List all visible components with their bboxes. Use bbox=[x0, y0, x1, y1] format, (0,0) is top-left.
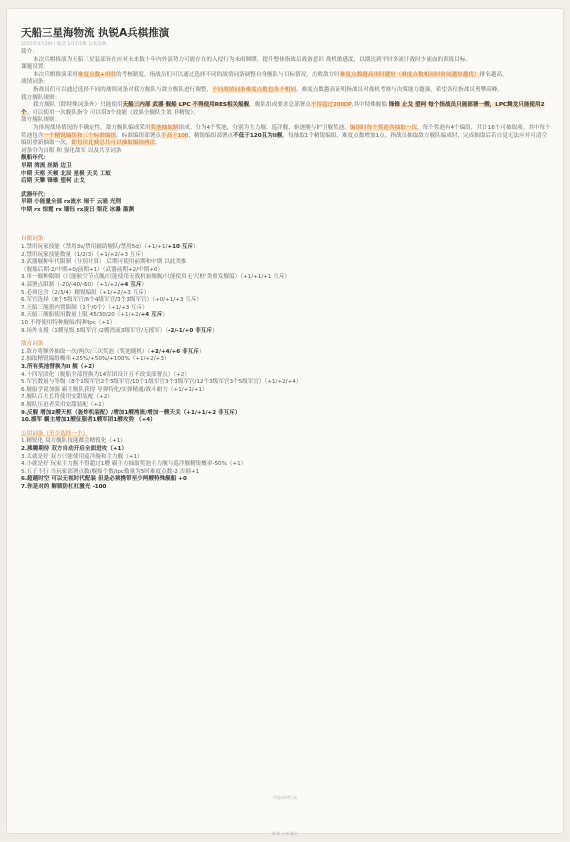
ship-era-label: 舰船年代： bbox=[21, 155, 49, 162]
weapon-era-mid: 中期 rx 惊霆 rx 镭钰 rx凌日 梨花 冰瀑 墨渊 bbox=[21, 206, 134, 213]
note-sheet bbox=[6, 8, 564, 834]
item-end: ） bbox=[193, 244, 199, 251]
item-text: 3.武器舰种年代限制（分别计算） 后期可使用前期和中期 以此类推 bbox=[21, 259, 187, 266]
shared-words-item: 4.小就是好 玩家主力舰不得超过1艘 霸主方抽取奖池主力舰与巡洋舰精锐概率-50%（+1） bbox=[21, 461, 247, 468]
enemy-words-item bbox=[21, 356, 551, 364]
self-limit-item bbox=[21, 320, 551, 328]
item-bold: +4 互斥 bbox=[140, 312, 163, 319]
item-end: ） bbox=[162, 312, 168, 319]
item-text: 9.场外支援（1艘星级 5级军官 /2艘湾流3级军官/无援军）（ bbox=[21, 327, 169, 334]
enemy-words-item bbox=[21, 364, 551, 372]
fleet-text: 我方舰队（除特殊词条外）只能使用天船三内部 武器 舰船 LPC 不得使用RES相关船舰。舰队组成要求总部署点不得超过200DP,其中特殊舰船 锋锥 止戈 望柯 每个指战员只能部署一艘，LPC舞龙只能使用2个。可以使用一次舰队指令 可以带3个技能（效果全舰队生效 非精锐）。 bbox=[21, 102, 545, 116]
note-content bbox=[21, 27, 551, 491]
item-text: 6.军官选择（8个5级军官/6个4级军官/3个3级军官）（+0/+1/+3 互斥） bbox=[21, 297, 203, 304]
item-text: 2.抽取精锐编组概率+25%/+50%/+100%（+1/+2/+3） bbox=[21, 356, 170, 363]
setting-text: 本次兵棋推演采用难度点数+用时的考核制度，指战员们可以通过选择不同的战情词条调整自身舰队与目标情况。击败敌方时难度点数越高用时越短（难度点数相同时时间越短越优）排名越高。 bbox=[33, 71, 508, 78]
self-limit-list bbox=[21, 244, 551, 335]
item-text: 4.十四军团化（舰船全部替换为14军团设计且不改变部署点）（+2） bbox=[21, 371, 190, 378]
categories-text: 词条分为自限 和 强化敌军 以及共享词条 bbox=[21, 147, 122, 154]
item-end: ） bbox=[212, 327, 218, 334]
self-limit-item bbox=[21, 259, 551, 267]
shared-words-item: 2.沸腾期待 双方自动开启全面进攻（+1） bbox=[21, 445, 128, 452]
enemy-label: 敌方舰队规则： bbox=[21, 117, 61, 124]
shared-words-item: 5.五子不行 当玩家部署点数/舰船个数/lpc数量为5时难度点数-2 否则+1 bbox=[21, 468, 200, 475]
shared-words-item: 6.超越时空 可以无视时代配装 但是必须携带至少两艘特殊舰船 +0 bbox=[21, 476, 187, 483]
item-text: 8.天船三舰船使用数量上限 45/30/20（+1/+2/ bbox=[21, 312, 141, 319]
self-limit-item bbox=[21, 274, 551, 282]
item-bold: +4 互斥 bbox=[119, 282, 142, 289]
enemy-text: 为体现战场情况的不确定性，敌方舰队编成采用奖池抽取制组成。分为4个奖池，分别为主力舰、巡洋舰、驱逐舰与护卫舰奖池。编组时每个奖池各抽取一次，每个奖池有4个编组，共计16个可抽取项。其中每个奖池包含一个精锐编组和三个标准编组。标准编组部署点不高于100，精锐编组部署点不低于120且为II舰，每抽取1个精锐编组，难度点数增加1点。指战员抽取敌方舰队编成时，完成抽取后若自觉无法应对可清空编组重新抽取一次，即每次比赛总共可以抽取编组两次。 bbox=[21, 124, 551, 147]
self-limit-item bbox=[21, 328, 551, 336]
enemy-words-item bbox=[21, 394, 551, 402]
enemy-words-item bbox=[21, 402, 551, 410]
words-text: 指战员们可以通过选择不同的战情词条对我方舰队与敌方舰队进行调整，不同战情词条难度点数也各不相同，难度点数越高证明指战员对战机考察与决策能力越强，希望各位指战员勇攀高峰。 bbox=[33, 86, 503, 93]
item-text: （舰船后期-2/中期+0/前期+1）（武器前期+2/中期+0） bbox=[21, 266, 164, 273]
self-limit-item bbox=[21, 244, 551, 252]
shared-words-item: 1.精锐化 双方舰队技能都会精锐化（+1） bbox=[21, 438, 126, 445]
item-text: 4.部署点限制（-20/-40/-60）（+1/+2/ bbox=[21, 282, 120, 289]
enemy-words-list bbox=[21, 349, 551, 425]
shared-words-item: 3.太就是好 双方只能使用巡洋舰和主力舰（+1） bbox=[21, 453, 143, 460]
self-limit-item bbox=[21, 312, 551, 320]
note-meta: 2025年4月29日 推动 1/17/1修 1/来连载 bbox=[21, 42, 107, 47]
enemy-words-item bbox=[21, 417, 551, 425]
item-bold: +2/+4/+6 非互斥 bbox=[150, 348, 199, 355]
ship-era-early: 早期 湾流 丝路 边卫 bbox=[21, 162, 72, 169]
item-text: 3.单一舰种限制（只能航空节点舰/只能使用无战机驱舰舰/只能使用无'尺框'类重发舰船）（+1/+1/+1 互斥） bbox=[21, 274, 291, 281]
item-text: 10.不得使用特种舰船/特种lpc（+1） bbox=[21, 320, 116, 326]
item-text: 3.所有奖池替换为II 舰（+2） bbox=[21, 363, 98, 370]
item-bold: -2/-1/+0 非互斥 bbox=[168, 327, 212, 334]
note-body bbox=[21, 49, 551, 491]
weapon-era-label: 武器年代： bbox=[21, 191, 49, 198]
intro-text: 本次兵棋推演为天船三星装部旨在应对未来数十年内外部势力可能存在的入侵行为未雨绸缪，提升整体指战员战备意识 战机敏感度，以期达到平时多流汗战时少流血的训练目标。 bbox=[33, 56, 472, 63]
setting-label: 课题设置： bbox=[21, 64, 49, 71]
item-bold: +10 互斥 bbox=[167, 244, 194, 251]
item-text: 1.禁用玩家技能（禁用3s/禁用辅助舰队/禁用5d）（+1/+1/ bbox=[21, 244, 168, 251]
shared-words-list bbox=[21, 438, 551, 491]
ai-footnote: 内容由AI生成 bbox=[273, 795, 297, 800]
words-label: 战情词条： bbox=[21, 79, 49, 86]
self-limit-item bbox=[21, 297, 551, 305]
shared-words-item: 7.你是对的 解锁防杠杠激光 -100 bbox=[21, 483, 107, 490]
item-text: 7.天船三舰猎内置限制（1个/0个）（+1/+3 互斥） bbox=[21, 304, 148, 311]
item-text: 9.反舰 增加2艘天枢（轰炸机装配）/增加1艘湾流/增加一艘天关（+1/+1/+2 非互斥） bbox=[21, 409, 241, 416]
footer-source: 来源 小米笔记 bbox=[271, 831, 299, 836]
page-title: 天船三星海物流 执锐A兵棋推演 bbox=[21, 27, 170, 39]
self-limit-label: 自限词条： bbox=[21, 236, 49, 243]
weapon-era-early: 早期 小能量全部 rx流水 闹干 云涌 光荆 bbox=[21, 199, 122, 206]
intro-label: 简介： bbox=[21, 49, 38, 55]
item-text: 5.军官数量与等级（8个1级军官2个3级军官/10个1级军官3个3级军官/12个3级军官3个5级军官）（+1/+2/+4） bbox=[21, 379, 302, 386]
enemy-words-label: 敌方词条 bbox=[21, 341, 44, 348]
item-end: ） bbox=[198, 348, 205, 355]
enemy-words-item bbox=[21, 410, 551, 418]
fleet-label: 我方舰队规则： bbox=[21, 94, 61, 101]
item-end: ） bbox=[141, 282, 148, 289]
item-text: 7.舰队百夫长将使用安甜装配（+2） bbox=[21, 394, 113, 401]
self-limit-item bbox=[21, 282, 551, 290]
item-text: 10.援军 霸主增加1艘征服者1艘军团1艘攻势 （+4） bbox=[21, 417, 156, 424]
item-text: 8.舰队压迫者采用安甜装配（+2） bbox=[21, 401, 108, 408]
item-text: 5.必须包含（2/3/4）精锐编组（+1/+2/+3 互斥） bbox=[21, 289, 150, 296]
item-text: 6.舰船学说加强 霸主舰队获得 导弹特化/实弹精通/战斗耐力（+1/+1/+1） bbox=[21, 386, 208, 393]
ship-era-mid: 中期 天枢 天顿 北辰 星极 天关 工蚁 bbox=[21, 170, 111, 177]
shared-words-label: 公用词条（至少选择一个） bbox=[21, 430, 89, 437]
item-text: 2.禁用玩家技能数量（1/2/3）（+1/+2/+3 互斥） bbox=[21, 251, 147, 258]
ship-era-late: 后期 天擎 锋锥 望柯 止戈 bbox=[21, 178, 85, 185]
item-text: 1.敌方将额外抽取一次/两次/三次奖池（奖池随机）（ bbox=[21, 348, 151, 355]
enemy-words-item bbox=[21, 379, 551, 387]
